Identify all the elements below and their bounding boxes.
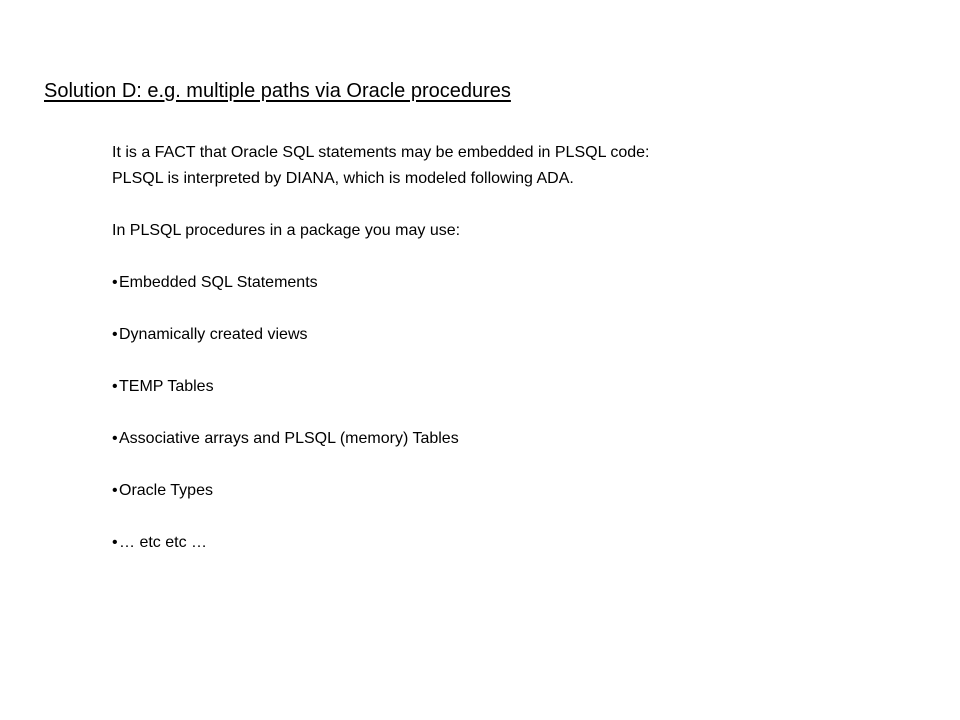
intro-line: PLSQL is interpreted by DIANA, which is modeled following ADA. <box>112 170 574 187</box>
bullet-item <box>112 322 912 348</box>
slide-title: Solution D: e.g. multiple paths via Oracle procedures <box>44 80 511 102</box>
bullet-text: Associative arrays and PLSQL (memory) Tables <box>119 430 459 447</box>
bullet-item <box>112 374 912 400</box>
bullet-item <box>112 530 912 556</box>
bullet-list <box>112 270 912 556</box>
bullet-item <box>112 270 912 296</box>
bullet-icon: • <box>112 274 118 291</box>
bullet-text: TEMP Tables <box>119 378 214 395</box>
slide-body <box>112 140 912 582</box>
bullet-item <box>112 426 912 452</box>
bullet-text: Embedded SQL Statements <box>119 274 318 291</box>
bullet-icon: • <box>112 326 118 343</box>
bullet-item <box>112 478 912 504</box>
bullet-text: Oracle Types <box>119 482 213 499</box>
bullet-text: Dynamically created views <box>119 326 308 343</box>
bullet-icon: • <box>112 482 118 499</box>
bullet-text: … etc etc … <box>119 534 208 551</box>
bullet-icon: • <box>112 378 118 395</box>
bullet-icon: • <box>112 534 118 551</box>
bullet-icon: • <box>112 430 118 447</box>
lead-text: In PLSQL procedures in a package you may use: <box>112 222 461 239</box>
intro-line: It is a FACT that Oracle SQL statements may be embedded in PLSQL code: <box>112 144 650 161</box>
